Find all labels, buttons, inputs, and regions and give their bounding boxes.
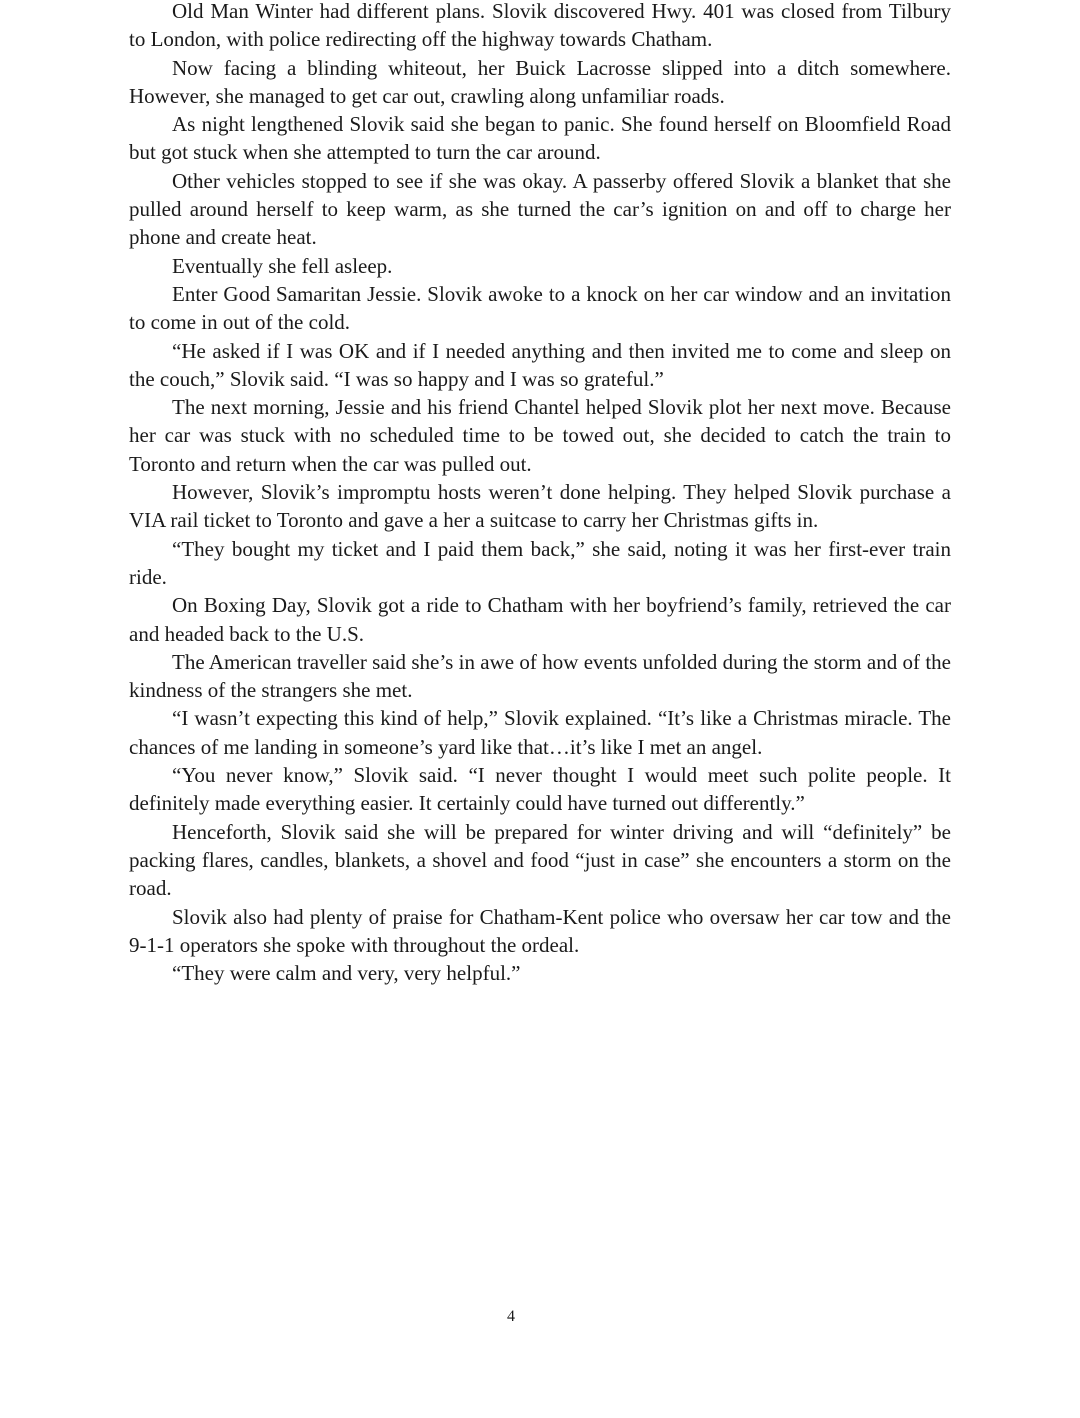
article-body bbox=[129, 0, 951, 987]
paragraph: “You never know,” Slovik said. “I never thought I would meet such polite people. It definitely made everything easier. It certainly could have turned out differently.” bbox=[129, 763, 951, 816]
paragraph: Eventually she fell asleep. bbox=[172, 253, 393, 278]
paragraph: As night lengthened Slovik said she began to panic. She found herself on Bloomfield Road but got stuck when she attempted to turn the car around. bbox=[129, 112, 951, 165]
paragraph: “I wasn’t expecting this kind of help,” Slovik explained. “It’s like a Christmas miracle. The chances of me landing in someone’s yard like that…it’s like I met an angel. bbox=[129, 706, 951, 759]
paragraph: Other vehicles stopped to see if she was okay. A passerby offered Slovik a blanket that she pulled around herself to keep warm, as she turned the car’s ignition on and off to charge her phone and create heat. bbox=[129, 168, 951, 250]
paragraph: “They bought my ticket and I paid them back,” she said, noting it was her first-ever train ride. bbox=[129, 536, 951, 589]
paragraph: The next morning, Jessie and his friend Chantel helped Slovik plot her next move. Because her car was stuck with no scheduled time to be towed out, she decided to catch the train to Toronto and return when the car was pulled out. bbox=[129, 395, 951, 476]
paragraph: Old Man Winter had different plans. Slovik discovered Hwy. 401 was closed from Tilbury to London, with police redirecting off the highway towards Chatham. bbox=[129, 0, 951, 52]
paragraph: Now facing a blinding whiteout, her Buick Lacrosse slipped into a ditch somewhere. However, she managed to get car out, crawling along unfamiliar roads. bbox=[129, 55, 951, 108]
paragraph: “He asked if I was OK and if I needed anything and then invited me to come and sleep on the couch,” Slovik said. “I was so happy and I was so grateful.” bbox=[129, 338, 951, 391]
page-number: 4 bbox=[507, 1308, 515, 1325]
paragraph: The American traveller said she’s in awe of how events unfolded during the storm and of the kindness of the strangers she met. bbox=[129, 649, 951, 703]
paragraph: “They were calm and very, very helpful.” bbox=[172, 961, 521, 986]
paragraph: Slovik also had plenty of praise for Chatham-Kent police who oversaw her car tow and the 9-1-1 operators she spoke with throughout the ordeal. bbox=[129, 904, 951, 957]
paragraph: Henceforth, Slovik said she will be prepared for winter driving and will “definitely” be packing flares, candles, blankets, a shovel and food “just in case” she encounters a storm on the road. bbox=[129, 819, 951, 901]
paragraph: On Boxing Day, Slovik got a ride to Chatham with her boyfriend’s family, retrieved the car and headed back to the U.S. bbox=[129, 593, 951, 646]
paragraph: However, Slovik’s impromptu hosts weren’t done helping. They helped Slovik purchase a VIA rail ticket to Toronto and gave a her a suitcase to carry her Christmas gifts in. bbox=[129, 480, 951, 533]
paragraph: Enter Good Samaritan Jessie. Slovik awoke to a knock on her car window and an invitation to come in out of the cold. bbox=[129, 281, 951, 335]
